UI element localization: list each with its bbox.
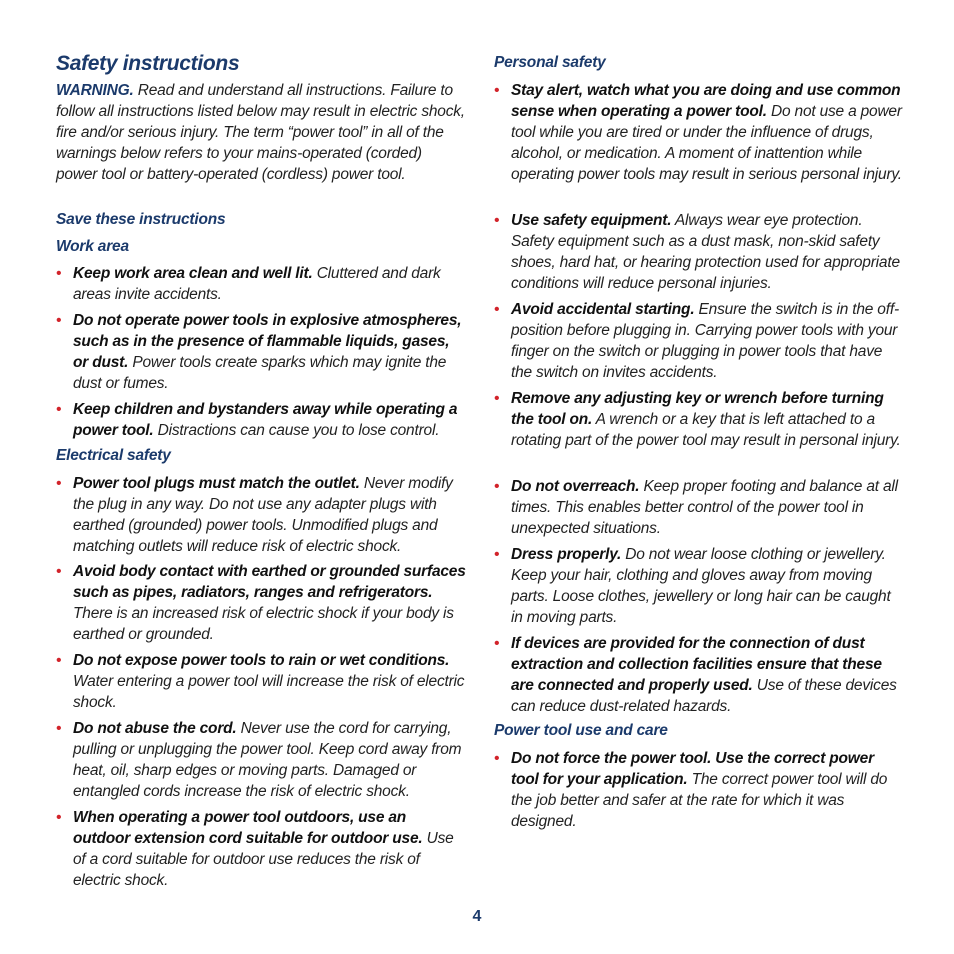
list-item: • Stay alert, watch what you are doing and use common sense when operating a power tool. Do not use a power tool while you are tired or under the influence of drugs, alcohol, or medication. A moment of inattention while operating power tools may result in serious personal injury.	[494, 82, 902, 183]
list-item: • Power tool plugs must match the outlet. Never modify the plug in any way. Do not use any adapter plugs with earthed (grounded) power tools. Unmodified plugs and matching outlets will reduce risk of electric shock.	[56, 475, 453, 555]
list-item: • Avoid accidental starting. Ensure the switch is in the off-position before plugging in. Carrying power tools with your finger on the switch or plugging in power tools that have the switch on invites accidents.	[494, 301, 899, 381]
intro-paragraph	[56, 80, 466, 185]
warning-label: WARNING.	[56, 82, 134, 99]
list-item: • Do not overreach. Keep proper footing and balance at all times. This enables better control of the power tool in unexpected situations.	[494, 478, 898, 537]
bullet-icon: •	[494, 390, 500, 407]
work-area-heading: Work area	[56, 238, 129, 255]
list-item: • Avoid body contact with earthed or grounded surfaces such as pipes, radiators, ranges and refrigerators. There is an increased risk of electric shock if your body is earthed or grounded.	[56, 563, 466, 643]
power-tool-use-heading: Power tool use and care	[494, 722, 668, 739]
bullet-icon: •	[494, 82, 500, 99]
list-item: • Keep work area clean and well lit. Cluttered and dark areas invite accidents.	[56, 265, 441, 303]
intro-text: Read and understand all instructions. Failure to follow all instructions listed below may result in electric shock, fire and/or serious injury. The term “power tool” in all of the warnings below refers to your mains-operated (corded) power tool or battery-operated (cordless) power tool.	[56, 82, 465, 183]
list-item: • Do not operate power tools in explosive atmospheres, such as in the presence of flammable liquids, gases, or dust. Power tools create sparks which may ignite the dust or fumes.	[56, 312, 462, 392]
bullet-icon: •	[494, 301, 500, 318]
save-instructions-heading: Save these instructions	[56, 211, 226, 228]
bullet-icon: •	[56, 720, 62, 737]
list-item: • Do not force the power tool. Use the correct power tool for your application. The correct power tool will do the job better and safer at the rate for which it was designed.	[494, 750, 888, 830]
page-title: Safety instructions	[56, 52, 240, 75]
list-item: • Keep children and bystanders away while operating a power tool. Distractions can cause you to lose control.	[56, 401, 458, 439]
bullet-icon: •	[56, 809, 62, 826]
bullet-icon: •	[494, 478, 500, 495]
personal-safety-heading: Personal safety	[494, 54, 606, 71]
bullet-icon: •	[494, 546, 500, 563]
electrical-safety-heading: Electrical safety	[56, 447, 171, 464]
bullet-icon: •	[494, 750, 500, 767]
bullet-icon: •	[56, 401, 62, 418]
bullet-icon: •	[56, 312, 62, 329]
bullet-icon: •	[56, 475, 62, 492]
list-item: • Do not expose power tools to rain or wet conditions. Water entering a power tool will increase the risk of electric shock.	[56, 652, 465, 711]
list-item: • Do not abuse the cord. Never use the cord for carrying, pulling or unplugging the power tool. Keep cord away from heat, oil, sharp edges or moving parts. Damaged or entangled cords increase the risk of electric shock.	[56, 720, 462, 800]
bullet-icon: •	[494, 212, 500, 229]
list-item: • If devices are provided for the connection of dust extraction and collection facilities ensure that these are connected and properly used. Use of these devices can reduce dust-related hazards.	[494, 635, 897, 715]
bullet-icon: •	[494, 635, 500, 652]
list-item: • Dress properly. Do not wear loose clothing or jewellery. Keep your hair, clothing and gloves away from moving parts. Loose clothes, jewellery or long hair can be caught in moving parts.	[494, 546, 891, 626]
list-item: • Remove any adjusting key or wrench before turning the tool on. A wrench or a key that is left attached to a rotating part of the power tool may result in personal injury.	[494, 390, 901, 449]
bullet-icon: •	[56, 563, 62, 580]
list-item: • Use safety equipment. Always wear eye protection. Safety equipment such as a dust mask, non-skid safety shoes, hard hat, or hearing protection used for appropriate conditions will reduce personal injuries.	[494, 212, 900, 292]
bullet-icon: •	[56, 652, 62, 669]
bullet-icon: •	[56, 265, 62, 282]
page-number: 4	[472, 908, 482, 925]
list-item: • When operating a power tool outdoors, use an outdoor extension cord suitable for outdoor use. Use of a cord suitable for outdoor use reduces the risk of electric shock.	[56, 809, 454, 889]
